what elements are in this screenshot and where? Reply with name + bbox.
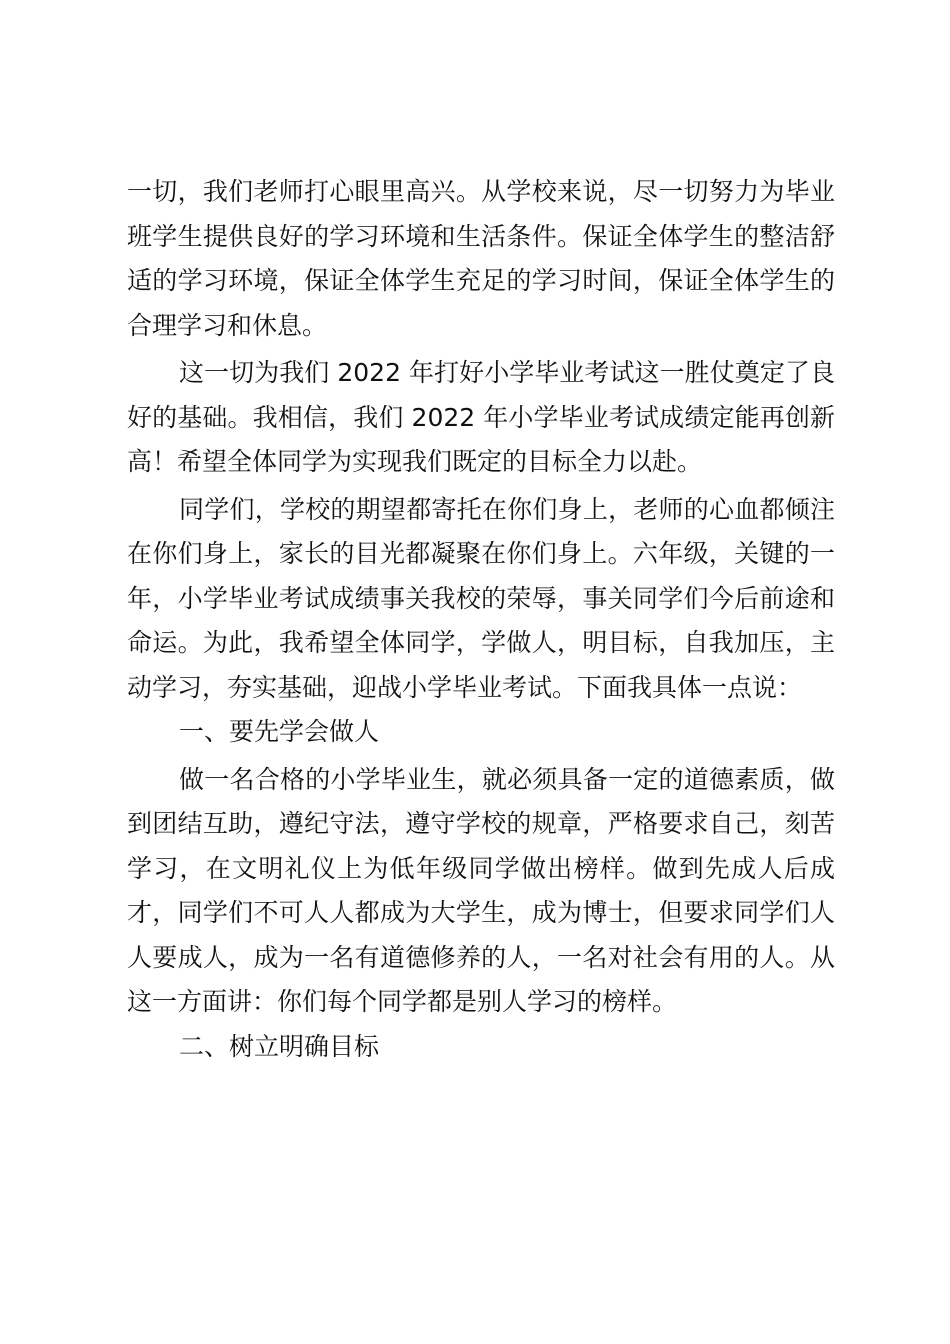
document-body [127, 170, 835, 1069]
section-heading-2: 二、树立明确目标 [179, 1031, 380, 1061]
paragraph-continuation: 一切，我们老师打心眼里高兴。从学校来说，尽一切努力为毕业班学生提供良好的学习环境和生活条件。保证全体学生的整洁舒适的学习环境，保证全体学生充足的学习时间，保证全体学生的合理学习和休息。 [127, 177, 835, 340]
paragraph-foundation: 这一切为我们 2022 年打好小学毕业考试这一胜仗奠定了良好的基础。我相信，我们 2022 年小学毕业考试成绩定能再创新高！希望全体同学为实现我们既定的目标全力以赴。 [127, 358, 835, 476]
section-heading-1: 一、要先学会做人 [179, 717, 380, 746]
paragraph-expectations: 同学们，学校的期望都寄托在你们身上，老师的心血都倾注在你们身上，家长的目光都凝聚在你们身上。六年级，关键的一年，小学毕业考试成绩事关我校的荣辱，事关同学们今后前途和命运。为此，我希望全体同学，学做人，明目标，自我加压，主动学习，夯实基础，迎战小学毕业考试。下面我具体一点说： [127, 494, 835, 702]
paragraph-learn-to-be-person: 做一名合格的小学毕业生，就必须具备一定的道德素质，做到团结互助，遵纪守法，遵守学校的规章，严格要求自己，刻苦学习，在文明礼仪上为低年级同学做出榜样。做到先成人后成才，同学们不可人人都成为大学生，成为博士，但要求同学们人人要成人，成为一名有道德修养的人，一名对社会有用的人。从这一方面讲：你们每个同学都是别人学习的榜样。 [127, 764, 835, 1016]
